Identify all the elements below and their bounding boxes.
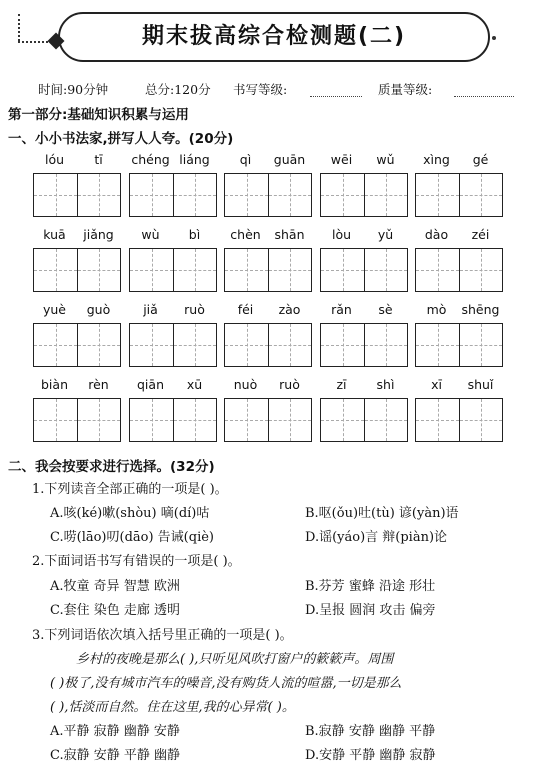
writing-grid[interactable]: [320, 173, 408, 217]
page-title: 期末拔高综合检测题(二): [141, 24, 407, 49]
q1-option-d[interactable]: D.谣(yáo)言 辩(piàn)论: [305, 530, 448, 545]
writing-grid[interactable]: [320, 323, 408, 367]
writing-grid[interactable]: [320, 248, 408, 292]
section1-heading: 一、小小书法家,拼写人人夸。(20分): [8, 131, 234, 147]
writing-grid[interactable]: [33, 248, 121, 292]
q1-option-c[interactable]: C.唠(lāo)叨(dāo) 告诫(qiè): [50, 530, 214, 545]
pinyin-label: xū: [186, 377, 203, 392]
quality-grade-label: 质量等级:: [378, 82, 433, 97]
pinyin-label: ruò: [279, 377, 300, 392]
pinyin-label: wǔ: [376, 152, 395, 167]
pinyin-label: shuǐ: [467, 377, 494, 392]
pinyin-label: guò: [86, 302, 111, 317]
q2-option-d[interactable]: D.呈报 圆润 攻击 偏旁: [305, 603, 436, 618]
writing-cell[interactable]: [416, 324, 460, 366]
q3-passage-line: ( )极了,没有城市汽车的噪音,没有购货人流的喧嚣,一切是那么: [50, 676, 402, 691]
pinyin-label: jiǎng: [83, 227, 114, 242]
writing-grid[interactable]: [33, 323, 121, 367]
writing-cell[interactable]: [269, 174, 311, 216]
writing-cell[interactable]: [130, 174, 174, 216]
pinyin-label: qiān: [137, 377, 164, 392]
pinyin-label: dào: [424, 227, 449, 242]
q3-option-b[interactable]: B.寂静 安静 幽静 平静: [305, 724, 436, 739]
writing-grid[interactable]: [415, 398, 503, 442]
pinyin-label: chèn: [230, 227, 261, 242]
writing-cell[interactable]: [365, 324, 407, 366]
pinyin-label: lòu: [331, 227, 352, 242]
writing-cell[interactable]: [321, 174, 365, 216]
writing-cell[interactable]: [321, 399, 365, 441]
writing-cell[interactable]: [460, 324, 502, 366]
pinyin-label: kuā: [43, 227, 66, 242]
q1-option-a[interactable]: A.咳(ké)嗽(shòu) 嘀(dí)咕: [50, 506, 210, 521]
writing-grid[interactable]: [224, 248, 312, 292]
writing-cell[interactable]: [269, 324, 311, 366]
pinyin-label: yǔ: [377, 227, 394, 242]
pinyin-label: bì: [188, 227, 201, 242]
q3-option-c[interactable]: C.寂静 安静 平静 幽静: [50, 748, 181, 763]
pinyin-label: guān: [273, 152, 306, 167]
q3-passage-line: 乡村的夜晚是那么( ),只听见风吹打窗户的簌簌声。周围: [76, 652, 394, 667]
writing-cell[interactable]: [34, 174, 78, 216]
pinyin-label: xī: [431, 377, 442, 392]
pinyin-label: zī: [336, 377, 347, 392]
writing-grid[interactable]: [129, 173, 217, 217]
decorative-dotted-line: [18, 41, 48, 43]
writing-cell[interactable]: [321, 249, 365, 291]
writing-cell[interactable]: [365, 399, 407, 441]
pinyin-label: wēi: [330, 152, 353, 167]
writing-cell[interactable]: [78, 249, 120, 291]
pinyin-label: shēng: [461, 302, 500, 317]
writing-cell[interactable]: [174, 249, 216, 291]
writing-cell[interactable]: [416, 399, 460, 441]
quality-grade-blank[interactable]: [454, 80, 514, 97]
writing-grid[interactable]: [224, 398, 312, 442]
writing-cell[interactable]: [34, 324, 78, 366]
pinyin-label: wù: [141, 227, 160, 242]
pinyin-label: zào: [278, 302, 301, 317]
pinyin-label: zéi: [471, 227, 490, 242]
writing-cell[interactable]: [225, 174, 269, 216]
q2-option-b[interactable]: B.芬芳 蜜蜂 沿途 形壮: [305, 579, 436, 594]
writing-grid[interactable]: [33, 398, 121, 442]
writing-cell[interactable]: [460, 174, 502, 216]
writing-grade-blank[interactable]: [310, 80, 362, 97]
pinyin-label: rèn: [88, 377, 109, 392]
pinyin-label: gé: [472, 152, 489, 167]
total-score: 总分:120分: [145, 82, 211, 97]
pinyin-label: qì: [239, 152, 252, 167]
writing-grid[interactable]: [415, 173, 503, 217]
writing-cell[interactable]: [130, 324, 174, 366]
section2-heading: 二、我会按要求进行选择。(32分): [8, 459, 215, 475]
writing-cell[interactable]: [269, 399, 311, 441]
writing-cell[interactable]: [460, 249, 502, 291]
writing-cell[interactable]: [174, 324, 216, 366]
pinyin-label: nuò: [233, 377, 258, 392]
writing-cell[interactable]: [78, 174, 120, 216]
pinyin-label: ruò: [184, 302, 205, 317]
writing-grade-label: 书写等级:: [233, 82, 288, 97]
writing-cell[interactable]: [130, 399, 174, 441]
pinyin-label: sè: [378, 302, 393, 317]
writing-cell[interactable]: [34, 249, 78, 291]
pinyin-label: xìng: [423, 152, 450, 167]
pinyin-label: shì: [376, 377, 395, 392]
writing-cell[interactable]: [78, 399, 120, 441]
writing-cell[interactable]: [225, 399, 269, 441]
writing-grid[interactable]: [33, 173, 121, 217]
writing-cell[interactable]: [365, 249, 407, 291]
writing-cell[interactable]: [460, 399, 502, 441]
writing-grid[interactable]: [415, 248, 503, 292]
writing-cell[interactable]: [416, 174, 460, 216]
pinyin-label: biàn: [41, 377, 68, 392]
writing-cell[interactable]: [225, 324, 269, 366]
writing-cell[interactable]: [34, 399, 78, 441]
writing-grid[interactable]: [224, 173, 312, 217]
writing-cell[interactable]: [225, 249, 269, 291]
pinyin-label: lóu: [44, 152, 65, 167]
q2-option-c[interactable]: C.套住 染色 走廊 透明: [50, 603, 181, 618]
writing-grid[interactable]: [415, 323, 503, 367]
pinyin-label: yuè: [42, 302, 66, 317]
part-heading: 第一部分:基础知识积累与运用: [8, 107, 189, 123]
question-3-stem: 3.下列词语依次填入括号里正确的一项是( )。: [32, 628, 293, 643]
writing-cell[interactable]: [174, 174, 216, 216]
q1-option-b[interactable]: B.呕(ǒu)吐(tù) 谚(yàn)语: [305, 506, 459, 521]
writing-cell[interactable]: [269, 249, 311, 291]
writing-cell[interactable]: [78, 324, 120, 366]
q2-option-a[interactable]: A.牧童 奇异 智慧 欧洲: [50, 579, 180, 594]
q3-option-a[interactable]: A.平静 寂静 幽静 安静: [50, 724, 180, 739]
writing-grid[interactable]: [224, 323, 312, 367]
writing-grid[interactable]: [129, 398, 217, 442]
writing-grid[interactable]: [129, 248, 217, 292]
writing-grid[interactable]: [320, 398, 408, 442]
pinyin-label: mò: [426, 302, 447, 317]
pinyin-label: rǎn: [331, 302, 352, 317]
decorative-dotted-line: [18, 14, 20, 41]
question-1-stem: 1.下列读音全部正确的一项是( )。: [32, 482, 228, 497]
pinyin-label: shān: [274, 227, 305, 242]
writing-grid[interactable]: [129, 323, 217, 367]
pinyin-label: liáng: [179, 152, 210, 167]
writing-cell[interactable]: [365, 174, 407, 216]
writing-cell[interactable]: [416, 249, 460, 291]
writing-cell[interactable]: [174, 399, 216, 441]
pinyin-label: féi: [237, 302, 254, 317]
exam-time: 时间:90分钟: [38, 82, 109, 97]
pinyin-label: chéng: [131, 152, 170, 167]
question-2-stem: 2.下面词语书写有错误的一项是( )。: [32, 554, 241, 569]
dot-icon: [492, 36, 496, 40]
pinyin-label: jiǎ: [143, 302, 158, 317]
q3-passage-line: ( ),恬淡而自然。住在这里,我的心异常( )。: [50, 700, 295, 715]
pinyin-label: tī: [94, 152, 103, 167]
writing-cell[interactable]: [130, 249, 174, 291]
writing-cell[interactable]: [321, 324, 365, 366]
q3-option-d[interactable]: D.安静 平静 幽静 寂静: [305, 748, 436, 763]
